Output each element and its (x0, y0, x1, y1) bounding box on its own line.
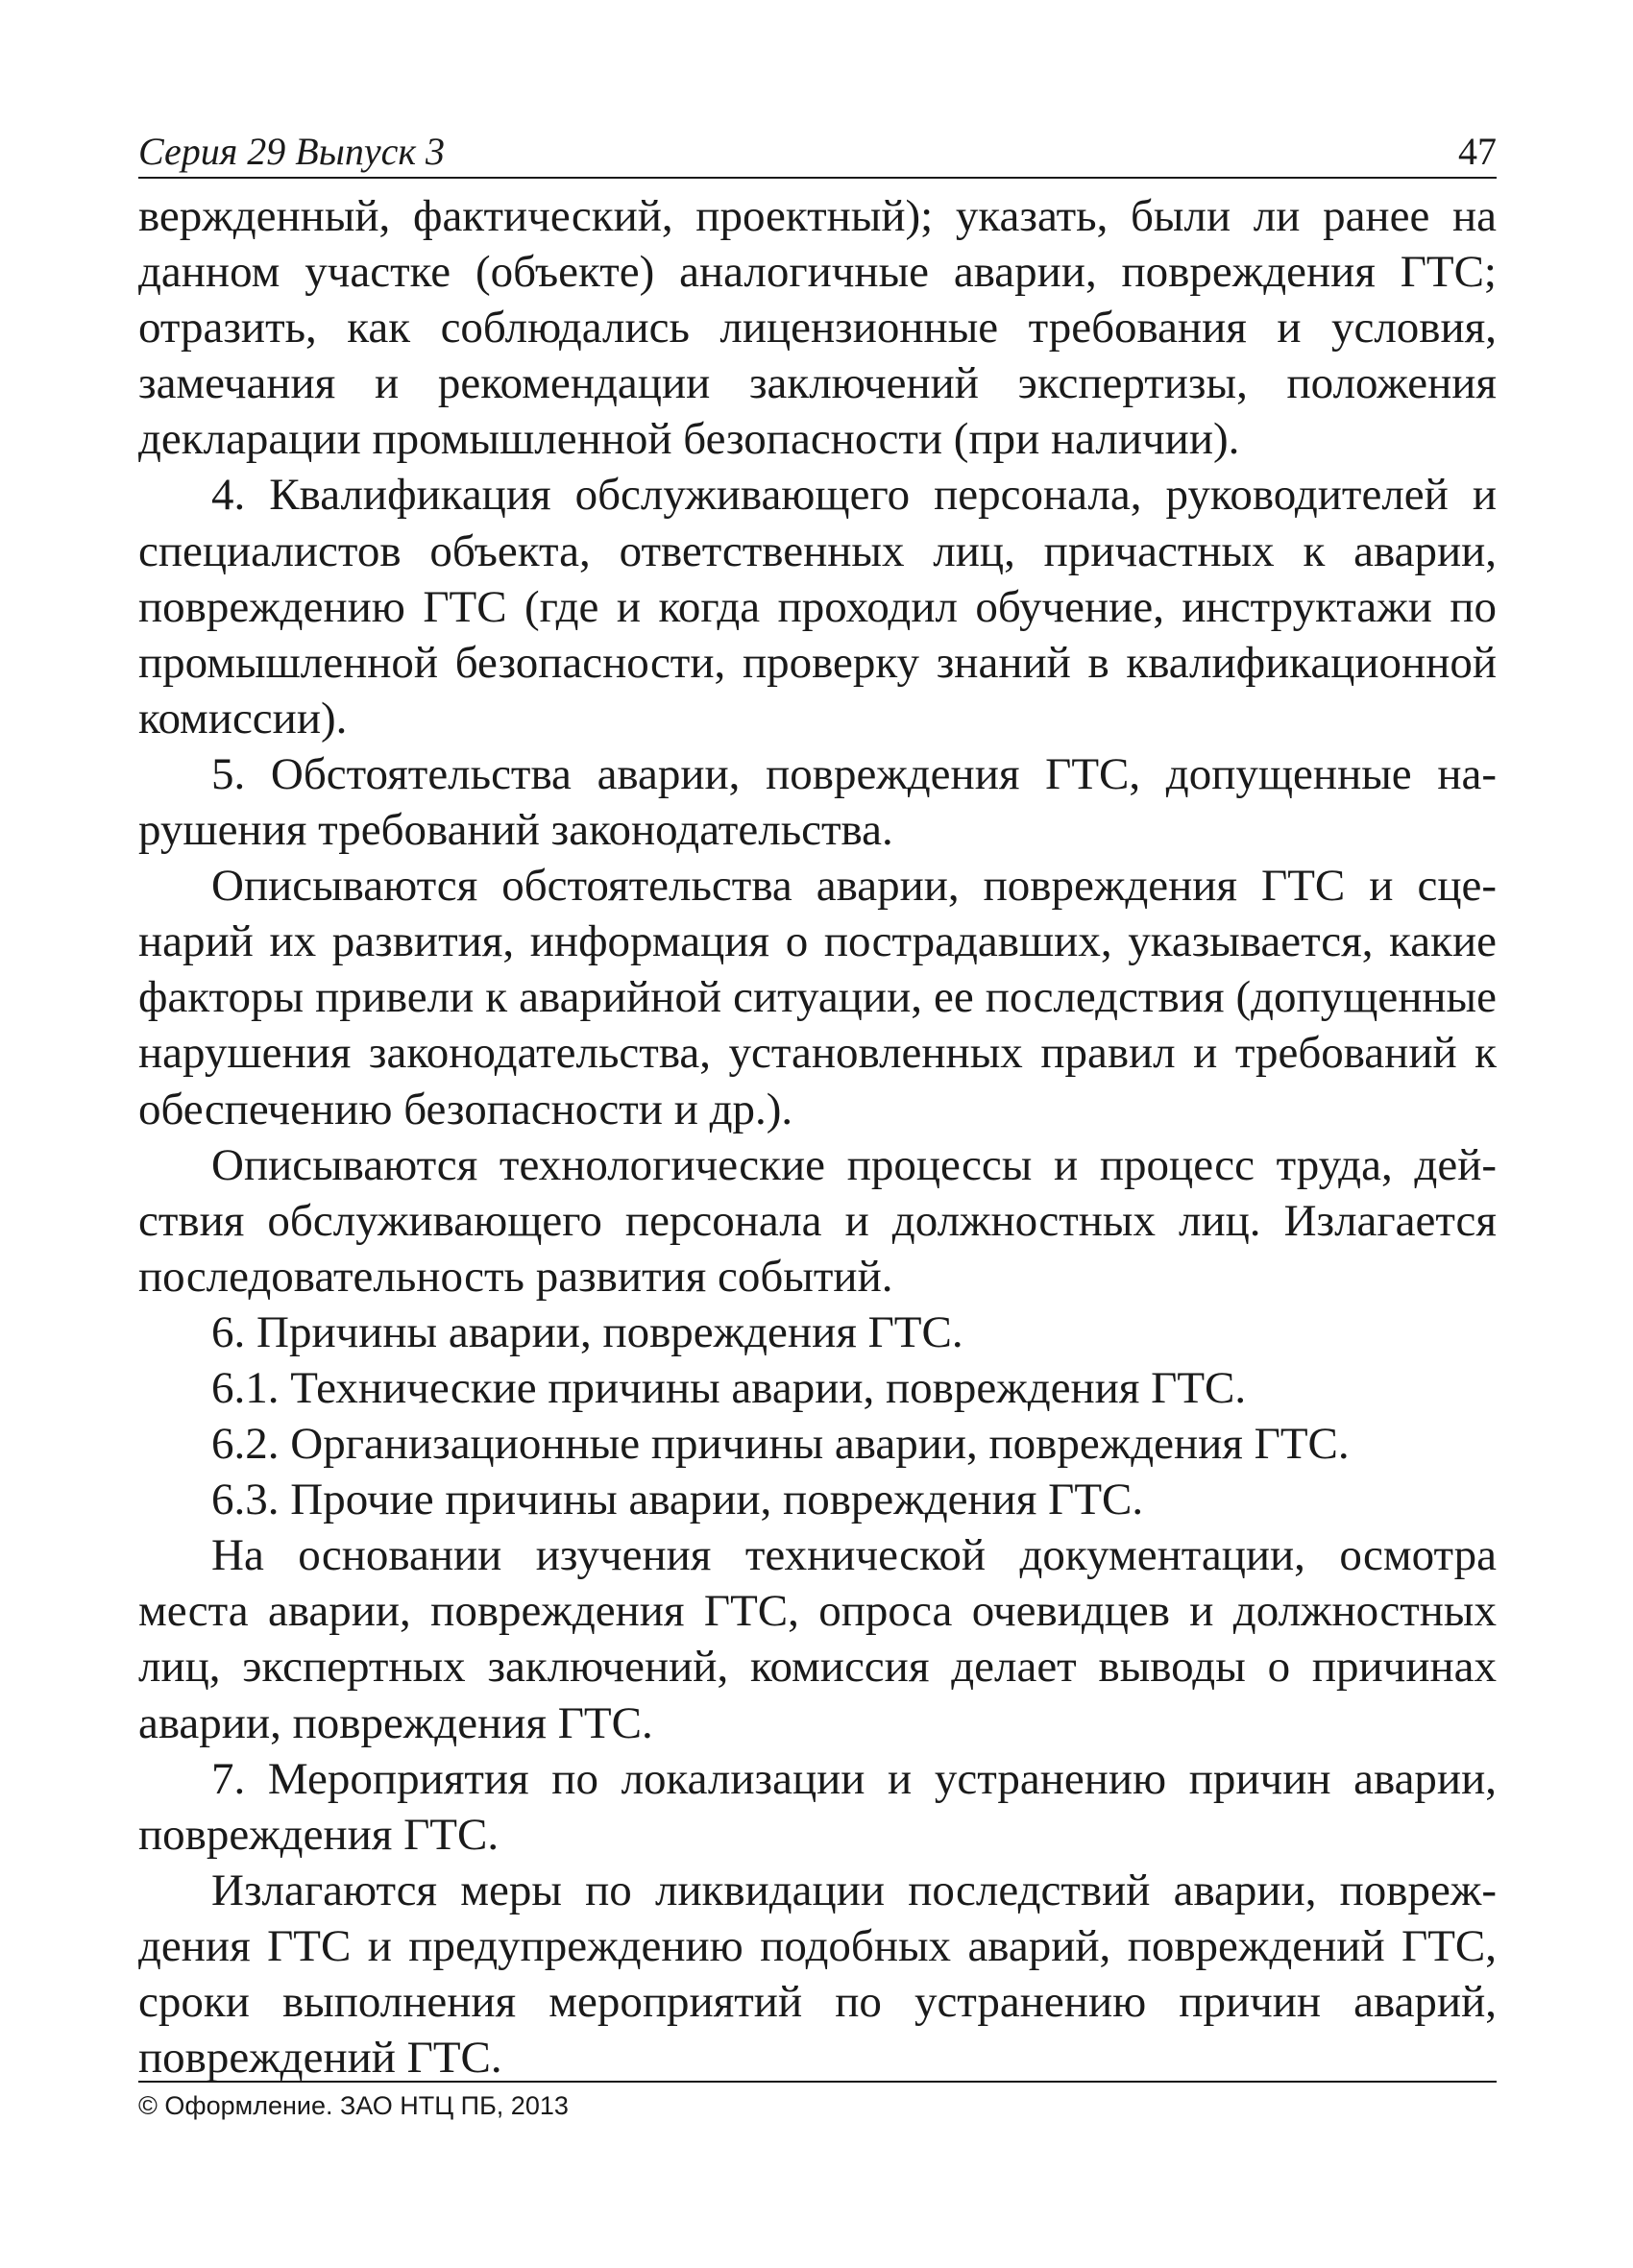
paragraph-item-6-3: 6.3. Прочие причины аварии, повреждения ГТС. (211, 1475, 1144, 1525)
paragraph-item-6-2: 6.2. Организационные причины аварии, повреждения ГТС. (211, 1419, 1350, 1470)
paragraph: Излагаются меры по ликвидации последствий аварии, повреждения ГТС и предупреждению подобных аварий, повреждений ГТС, сроки выполнения мероприятий по устранению причин аварий, повреждений ГТС. (138, 1865, 1497, 2084)
page-header (138, 123, 1497, 179)
paragraph-item-6-1: 6.1. Технические причины аварии, повреждения ГТС. (211, 1362, 1247, 1413)
paragraph-item-7: 7. Мероприятия по локализации и устранению причин аварии, повреждения ГТС. (138, 1753, 1497, 1860)
paragraph: вержденный, фактический, проектный); указать, были ли ранее на данном участке (объекте) аналогичные аварии, повреждения ГТС; отразить, как соблюдались лицензионные требования и условия, замечания и рекомендации заключений экспертизы, положения декларации промышленной безопасности (при наличии). (138, 191, 1497, 465)
paragraph-item-4: 4. Квалификация обслуживающего персонала, руководителей и специалистов объекта, ответственных лиц, причастных к аварии, повреждению ГТС (где и когда проходил обучение, инструктажи по промышленной безопасности, проверку знаний в квалификационной комиссии). (138, 470, 1497, 744)
paragraph: Описываются технологические процессы и процесс труда, действия обслуживающего персонала и должностных лиц. Излагается последовательность развития событий. (138, 1139, 1497, 1302)
paragraph-item-5: 5. Обстоятельства аварии, повреждения ГТС, допущенные нарушения требований законодательства. (138, 748, 1497, 856)
page-number: 47 (1458, 130, 1497, 173)
document-page (138, 123, 1497, 2169)
running-title: Серия 29 Выпуск 3 (138, 130, 446, 173)
paragraph: Описываются обстоятельства аварии, повреждения ГТС и сценарий их развития, информация о пострадавших, указывается, какие факторы привели к аварийной ситуации, ее последствия (допущенные нарушения законодательства, установленных правил и требований к обеспечению безопасности и др.). (138, 861, 1497, 1134)
copyright-note: © Оформление. ЗАО НТЦ ПБ, 2013 (138, 2091, 569, 2120)
paragraph: На основании изучения технической документации, осмотра места аварии, повреждения ГТС, опроса очевидцев и должностных лиц, экспертных заключений, комиссия делает выводы о причинах аварии, повреждения ГТС. (138, 1530, 1497, 1748)
page-footer (138, 2081, 1497, 2121)
body-text (138, 188, 1497, 2085)
paragraph-item-6: 6. Причины аварии, повреждения ГТС. (211, 1306, 963, 1357)
